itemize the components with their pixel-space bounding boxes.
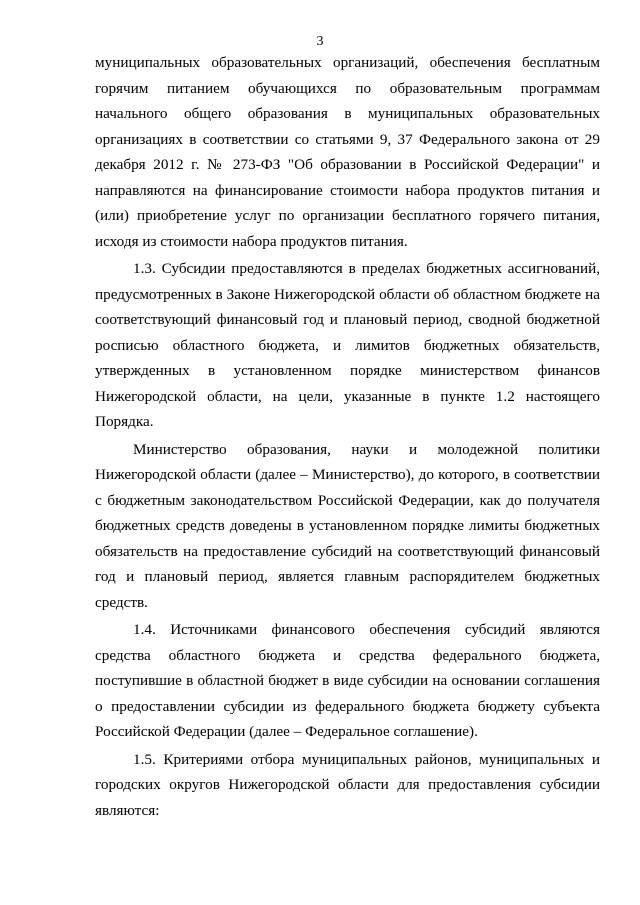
paragraph-1-5: 1.5. Критериями отбора муниципальных районов, муниципальных и городских округов Нижегородской области для предоставления субсидии являются: (95, 750, 600, 819)
paragraph-continuation: муниципальных образовательных организаций, обеспечения бесплатным горячим питанием обучающихся по образовательным программам начального общего образования в муниципальных образовательных организациях в соответствии со статьями 9, 37 Федерального закона от 29 декабря 2012 г. № 273-ФЗ "Об образовании в Российской Федерации" и направляются на финансирование стоимости набора продуктов питания и (или) приобретение услуг по организации бесплатного горячего питания, исходя из стоимости набора продуктов питания. (95, 54, 600, 250)
paragraph-1-4: 1.4. Источниками финансового обеспечения субсидий являются средства областного бюджета и средства федерального бюджета, поступившие в областной бюджет в виде субсидии на основании соглашения о предоставлении субсидии из федерального бюджета бюджету субъекта Российской Федерации (далее – Федеральное соглашение). (95, 621, 600, 740)
document-body (95, 50, 600, 825)
paragraph-1-3: 1.3. Субсидии предоставляются в пределах бюджетных ассигнований, предусмотренных в Законе Нижегородской области об областном бюджете на соответствующий финансовый год и плановый период, сводной бюджетной росписью областного бюджета, и лимитов бюджетных обязательств, утвержденных в установленном порядке министерством финансов Нижегородской области, на цели, указанные в пункте 1.2 настоящего Порядка. (95, 260, 600, 430)
page-number: 3 (316, 34, 324, 49)
paragraph-ministry: Министерство образования, науки и молодежной политики Нижегородской области (далее – Министерство), до которого, в соответствии с бюджетным законодательством Российской Федерации, как до получателя бюджетных средств доведены в установленном порядке лимиты бюджетных обязательств на предоставление субсидий на соответствующий финансовый год и плановый период, является главным распорядителем бюджетных средств. (95, 440, 600, 611)
